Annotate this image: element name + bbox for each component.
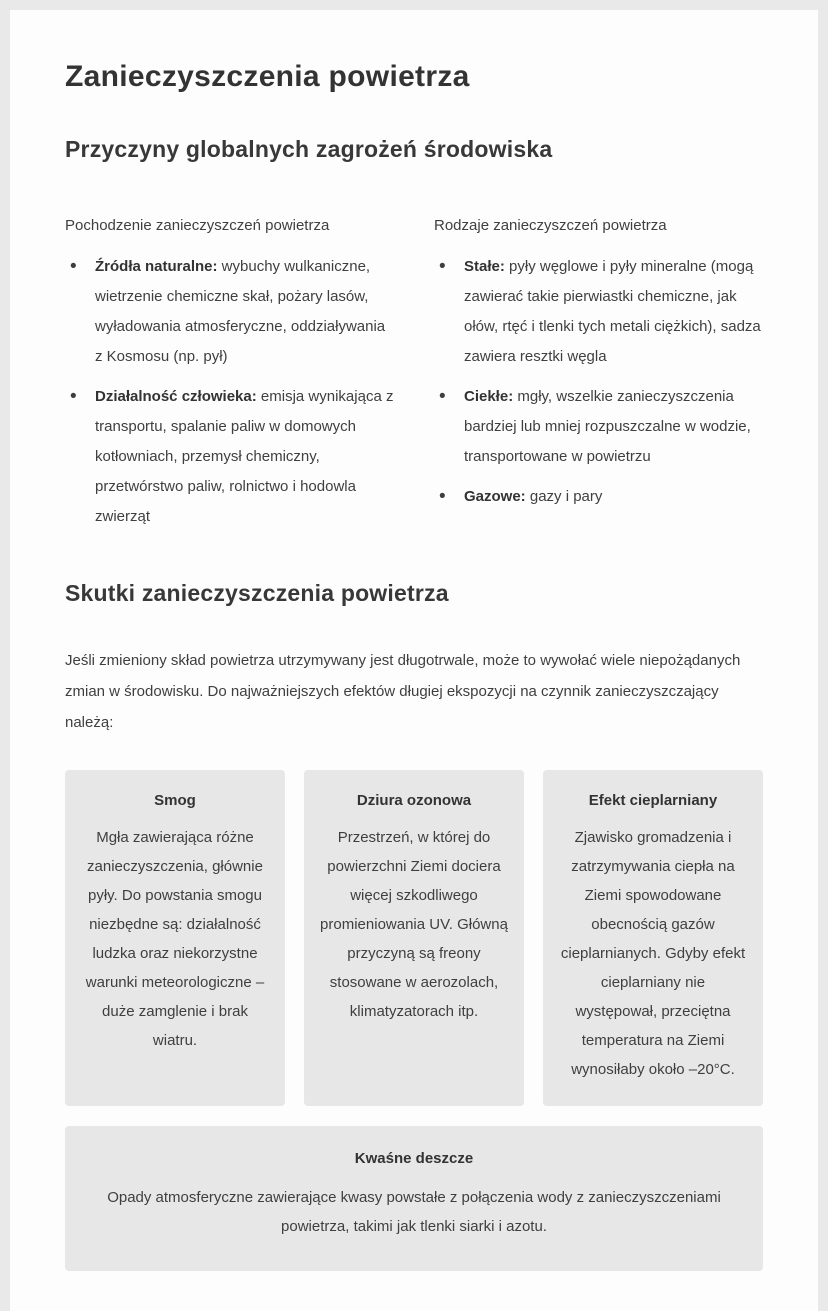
list-item-text: pyły węglowe i pyły mineralne (mogą zawierać takie pierwiastki chemiczne, jak ołów, rtęć i tlenki tych metali ciężkich), sadza zawiera resztki węgla — [464, 258, 761, 365]
list-item-text: wybuchy wulkaniczne, wietrzenie chemiczne skał, pożary lasów, wyładowania atmosferyczne, oddziaływania z Kosmosu (np. pył) — [95, 258, 386, 365]
list-item-lead: Źródła naturalne: — [95, 258, 218, 275]
list-item-text: emisja wynikająca z transportu, spalanie paliw w domowych kotłowniach, przemysł chemiczny, przetwórstwo paliw, rolnictwo i hodowla zwierząt — [95, 388, 394, 525]
card-text: Zjawisko gromadzenia i zatrzymywania ciepła na Ziemi spowodowane obecnością gazów cieplarnianych. Gdyby efekt cieplarniany nie występował, przeciętna temperatura na Ziemi wynosiłaby około –20°C. — [560, 829, 746, 1078]
card-greenhouse-effect — [543, 770, 763, 1106]
card-acid-rain — [65, 1126, 763, 1271]
list-item — [434, 482, 763, 512]
section-heading-causes: Przyczyny globalnych zagrożeń środowiska — [65, 136, 553, 162]
effects-card-row — [65, 770, 763, 1106]
types-list — [434, 252, 763, 512]
document-page — [10, 10, 818, 1311]
effects-intro-paragraph: Jeśli zmieniony skład powietrza utrzymywany jest długotrwale, może to wywołać wiele niepożądanych zmian w środowisku. Do najważniejszych efektów długiej ekspozycji na czynnik zanieczyszczający należą: — [65, 652, 741, 731]
column-origins — [65, 217, 394, 542]
origins-list — [65, 252, 394, 532]
card-title: Dziura ozonowa — [356, 792, 472, 809]
list-item — [434, 252, 763, 372]
card-text: Opady atmosferyczne zawierające kwasy powstałe z połączenia wody z zanieczyszczeniami powietrza, takimi jak tlenki siarki i azotu. — [107, 1189, 721, 1235]
two-column-section — [65, 217, 763, 542]
list-item-lead: Działalność człowieka: — [95, 388, 257, 405]
list-item — [65, 382, 394, 532]
list-item — [65, 252, 394, 372]
list-item-lead: Stałe: — [464, 258, 505, 275]
list-item-text: gazy i pary — [525, 488, 603, 505]
list-item-text: mgły, wszelkie zanieczyszczenia bardziej lub mniej rozpuszczalne w wodzie, transportowane w powietrzu — [464, 388, 751, 465]
column-types — [434, 217, 763, 542]
card-text: Mgła zawierająca różne zanieczyszczenia, głównie pyły. Do powstania smogu niezbędne są: działalność ludzka oraz niekorzystne warunki meteorologiczne – duże zamglenie i brak wiatru. — [85, 829, 265, 1049]
list-item-lead: Ciekłe: — [464, 388, 514, 405]
column-origins-heading: Pochodzenie zanieczyszczeń powietrza — [65, 217, 330, 234]
card-ozone-hole — [304, 770, 524, 1106]
card-smog — [65, 770, 285, 1106]
section-heading-effects: Skutki zanieczyszczenia powietrza — [65, 580, 449, 606]
page-title: Zanieczyszczenia powietrza — [65, 60, 470, 93]
card-title: Smog — [154, 792, 196, 809]
card-title: Efekt cieplarniany — [588, 792, 718, 809]
list-item-lead: Gazowe: — [464, 488, 526, 505]
card-title: Kwaśne deszcze — [354, 1150, 474, 1167]
card-text: Przestrzeń, w której do powierzchni Ziemi dociera więcej szkodliwego promieniowania UV. Główną przyczyną są freony stosowane w aerozolach, klimatyzatorach itp. — [320, 829, 508, 1020]
list-item — [434, 382, 763, 472]
column-types-heading: Rodzaje zanieczyszczeń powietrza — [434, 217, 667, 234]
